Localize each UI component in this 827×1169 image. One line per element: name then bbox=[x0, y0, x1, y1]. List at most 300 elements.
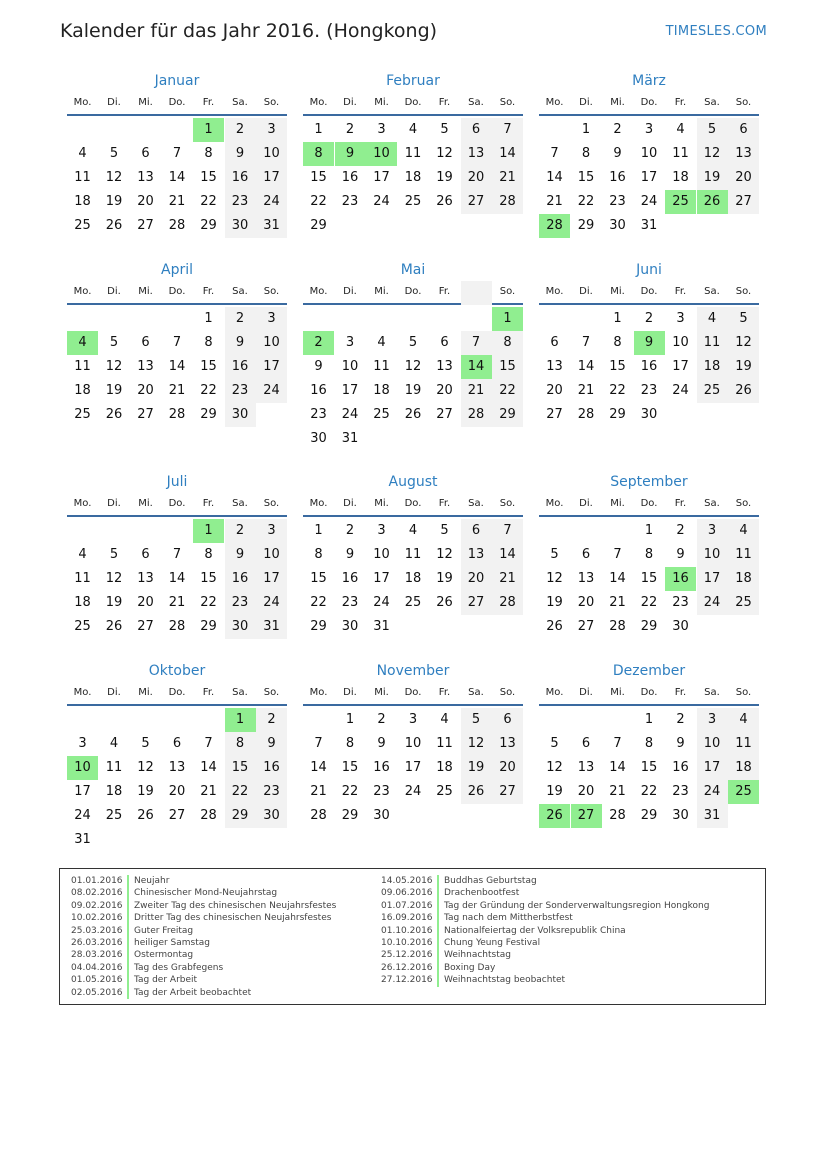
day-cell: 1 bbox=[314, 122, 323, 137]
day-cell: 22 bbox=[640, 784, 658, 799]
day-cell: 9 bbox=[377, 736, 386, 751]
weekend-day-cell: 31 bbox=[256, 214, 287, 238]
day-cell: 11 bbox=[404, 547, 422, 562]
weekday-label: Mi. bbox=[374, 97, 389, 108]
weekend-day-cell: 11 bbox=[728, 732, 759, 756]
day-cell: 20 bbox=[436, 383, 453, 398]
day-cell: 17 bbox=[74, 784, 91, 799]
holiday-name: Drachenbootfest bbox=[444, 888, 520, 899]
month-block bbox=[67, 261, 287, 451]
weekend-day-cell: 3 bbox=[697, 708, 728, 732]
day-cell: 19 bbox=[436, 170, 453, 185]
day-cell: 15 bbox=[200, 170, 217, 185]
holiday-day-cell: 27 bbox=[571, 804, 602, 828]
weekend-day-cell: 24 bbox=[256, 190, 287, 214]
day-cell: 26 bbox=[546, 619, 563, 634]
day-cell: 2 bbox=[377, 712, 386, 727]
weekday-label: Mo. bbox=[545, 286, 564, 297]
weekend-day-cell: 17 bbox=[256, 166, 287, 190]
month-block bbox=[303, 473, 523, 663]
day-cell: 11 bbox=[74, 170, 91, 185]
day-cell: 5 bbox=[440, 523, 449, 538]
day-cell: 18 bbox=[74, 194, 91, 209]
holiday-row bbox=[71, 900, 336, 912]
weekend-day-cell: 13 bbox=[492, 732, 523, 756]
day-cell: 23 bbox=[341, 595, 359, 610]
holiday-row bbox=[381, 949, 709, 961]
weekday-label: So. bbox=[263, 498, 280, 509]
day-cell: 4 bbox=[440, 712, 449, 727]
weekend-day-cell: 20 bbox=[492, 756, 523, 780]
day-cell: 31 bbox=[373, 619, 390, 634]
day-cell: 24 bbox=[640, 194, 658, 209]
day-cell: 10 bbox=[640, 146, 658, 161]
holiday-day-cell: 9 bbox=[634, 331, 665, 355]
weekend-day-cell: 12 bbox=[697, 142, 728, 166]
weekend-day-cell: 7 bbox=[492, 118, 523, 142]
day-cell: 25 bbox=[74, 619, 91, 634]
holiday-day-cell: 26 bbox=[697, 190, 728, 214]
weekday-label: Do. bbox=[640, 286, 658, 297]
day-cell: 17 bbox=[341, 383, 359, 398]
day-cell: 31 bbox=[341, 431, 359, 446]
holiday-row bbox=[381, 900, 709, 912]
weekend-day-cell: 7 bbox=[461, 331, 492, 355]
brand-link[interactable]: TIMESLES.COM bbox=[665, 24, 767, 39]
weekday-label: Sa. bbox=[232, 286, 248, 297]
day-cell: 12 bbox=[137, 760, 154, 775]
day-cell: 8 bbox=[204, 146, 213, 161]
day-cell: 23 bbox=[640, 383, 658, 398]
weekend-day-cell: 22 bbox=[492, 379, 523, 403]
header-rule bbox=[303, 515, 523, 517]
weekday-label: Mo. bbox=[545, 498, 564, 509]
holiday-name: Nationalfeiertag der Volksrepublik China bbox=[444, 925, 626, 936]
day-cell: 9 bbox=[676, 736, 685, 751]
weekday-label: Mi. bbox=[610, 498, 625, 509]
weekday-label: Di. bbox=[579, 286, 593, 297]
day-cell: 21 bbox=[577, 383, 595, 398]
weekend-day-cell: 14 bbox=[492, 543, 523, 567]
day-cell: 4 bbox=[408, 122, 418, 137]
weekend-day-cell: 19 bbox=[461, 756, 492, 780]
holiday-date: 02.05.2016 bbox=[71, 987, 129, 999]
weekday-label: Do. bbox=[640, 687, 658, 698]
weekday-label: Di. bbox=[107, 97, 121, 108]
day-cell: 16 bbox=[373, 760, 390, 775]
day-cell: 22 bbox=[310, 194, 327, 209]
day-cell: 19 bbox=[137, 784, 154, 799]
weekend-day-cell: 15 bbox=[492, 355, 523, 379]
weekend-day-cell: 11 bbox=[697, 331, 728, 355]
holiday-date: 27.12.2016 bbox=[381, 974, 439, 986]
day-cell: 2 bbox=[644, 311, 654, 326]
header-rule bbox=[539, 704, 759, 706]
day-cell: 22 bbox=[609, 383, 626, 398]
weekend-day-cell: 17 bbox=[256, 567, 287, 591]
weekend-day-cell: 20 bbox=[461, 166, 492, 190]
day-cell: 20 bbox=[137, 194, 154, 209]
day-cell: 8 bbox=[613, 335, 622, 350]
day-cell: 21 bbox=[168, 595, 186, 610]
day-cell: 26 bbox=[105, 218, 123, 233]
holiday-date: 25.03.2016 bbox=[71, 925, 129, 937]
holiday-day-cell: 1 bbox=[193, 519, 224, 543]
day-cell: 30 bbox=[672, 808, 689, 823]
weekend-day-cell: 31 bbox=[697, 804, 728, 828]
month-name: Mai bbox=[400, 262, 426, 278]
day-cell: 1 bbox=[613, 311, 622, 326]
weekend-day-cell: 24 bbox=[256, 591, 287, 615]
weekday-label: So. bbox=[499, 687, 516, 698]
holiday-day-cell: 4 bbox=[67, 331, 98, 355]
holiday-name: heiliger Samstag bbox=[134, 937, 210, 948]
weekend-day-cell: 6 bbox=[728, 118, 759, 142]
day-cell: 16 bbox=[310, 383, 327, 398]
day-cell: 18 bbox=[74, 595, 91, 610]
holiday-row bbox=[381, 887, 709, 899]
weekend-day-cell: 9 bbox=[225, 142, 256, 166]
holiday-row bbox=[71, 912, 336, 924]
holiday-date: 25.12.2016 bbox=[381, 949, 439, 961]
day-cell: 21 bbox=[609, 595, 626, 610]
day-cell: 29 bbox=[200, 407, 217, 422]
holiday-date: 26.03.2016 bbox=[71, 937, 129, 949]
day-cell: 28 bbox=[310, 808, 327, 823]
month-name: Juli bbox=[166, 474, 188, 490]
day-cell: 1 bbox=[581, 122, 591, 137]
holiday-row bbox=[71, 962, 336, 974]
day-cell: 20 bbox=[546, 383, 563, 398]
weekend-day-cell: 8 bbox=[225, 732, 256, 756]
weekend-day-cell: 9 bbox=[225, 543, 256, 567]
weekend-day-cell: 3 bbox=[697, 519, 728, 543]
weekday-label: Sa. bbox=[232, 498, 248, 509]
weekday-label: Fr. bbox=[202, 286, 215, 297]
weekday-label: Do. bbox=[404, 498, 422, 509]
day-cell: 31 bbox=[74, 832, 91, 847]
weekend-day-cell: 9 bbox=[225, 331, 256, 355]
weekday-label: Mi. bbox=[374, 286, 389, 297]
weekday-label: Fr. bbox=[674, 687, 687, 698]
day-cell: 12 bbox=[546, 571, 563, 586]
day-cell: 4 bbox=[676, 122, 685, 137]
weekday-label: So. bbox=[499, 498, 516, 509]
day-cell: 13 bbox=[168, 760, 186, 775]
day-cell: 22 bbox=[577, 194, 595, 209]
day-cell: 10 bbox=[341, 359, 359, 374]
holiday-name: Weihnachtstag beobachtet bbox=[444, 975, 566, 986]
day-cell: 24 bbox=[74, 808, 91, 823]
weekday-label: Di. bbox=[579, 97, 593, 108]
holiday-name: Ostermontag bbox=[134, 950, 194, 961]
day-cell: 15 bbox=[577, 170, 595, 185]
weekend-day-cell: 25 bbox=[728, 591, 759, 615]
holiday-name: Zweiter Tag des chinesischen Neujahrsfestes bbox=[134, 900, 337, 911]
day-cell: 13 bbox=[436, 359, 453, 374]
day-cell: 28 bbox=[168, 218, 186, 233]
day-cell: 28 bbox=[609, 808, 626, 823]
day-cell: 29 bbox=[609, 407, 626, 422]
day-cell: 23 bbox=[341, 194, 359, 209]
day-cell: 8 bbox=[314, 547, 323, 562]
weekend-day-cell: 21 bbox=[461, 379, 492, 403]
day-cell: 12 bbox=[404, 359, 422, 374]
holiday-row bbox=[71, 974, 336, 986]
day-cell: 27 bbox=[546, 407, 563, 422]
holiday-date: 01.10.2016 bbox=[381, 925, 439, 937]
holiday-date: 28.03.2016 bbox=[71, 949, 129, 961]
weekday-label: Mo. bbox=[309, 286, 328, 297]
holiday-day-cell: 2 bbox=[303, 331, 334, 355]
weekend-day-cell: 23 bbox=[256, 780, 287, 804]
holiday-legend bbox=[59, 868, 766, 1005]
day-cell: 11 bbox=[404, 146, 422, 161]
day-cell: 20 bbox=[577, 595, 595, 610]
day-cell: 21 bbox=[310, 784, 327, 799]
day-cell: 8 bbox=[644, 547, 654, 562]
day-cell: 2 bbox=[676, 712, 685, 727]
weekday-label: So. bbox=[735, 498, 752, 509]
day-cell: 29 bbox=[341, 808, 359, 823]
weekend-day-cell: 21 bbox=[492, 166, 523, 190]
weekend-day-cell: 17 bbox=[697, 567, 728, 591]
day-cell: 25 bbox=[105, 808, 123, 823]
holiday-day-cell: 8 bbox=[303, 142, 334, 166]
holiday-date: 09.02.2016 bbox=[71, 900, 129, 912]
holiday-row bbox=[381, 974, 709, 986]
header-rule bbox=[539, 303, 759, 305]
weekday-label: Mi. bbox=[374, 498, 389, 509]
day-cell: 27 bbox=[137, 407, 154, 422]
day-cell: 30 bbox=[640, 407, 658, 422]
holiday-name: Guter Freitag bbox=[134, 925, 194, 936]
day-cell: 16 bbox=[341, 170, 359, 185]
weekday-label: Do. bbox=[168, 498, 186, 509]
holiday-date: 04.04.2016 bbox=[71, 962, 129, 974]
weekday-label: Fr. bbox=[202, 687, 215, 698]
weekend-day-cell: 10 bbox=[697, 543, 728, 567]
weekend-day-cell: 12 bbox=[728, 331, 759, 355]
weekend-day-cell: 28 bbox=[492, 591, 523, 615]
weekend-day-cell: 3 bbox=[256, 307, 287, 331]
day-cell: 1 bbox=[314, 523, 323, 538]
day-cell: 12 bbox=[436, 146, 453, 161]
holiday-row bbox=[71, 875, 336, 887]
weekend-day-cell: 2 bbox=[225, 307, 256, 331]
weekday-label: Do. bbox=[404, 97, 422, 108]
weekend-day-cell: 5 bbox=[461, 708, 492, 732]
weekend-day-cell: 16 bbox=[256, 756, 287, 780]
day-cell: 5 bbox=[440, 122, 449, 137]
month-name: April bbox=[161, 262, 193, 278]
day-cell: 27 bbox=[436, 407, 453, 422]
holiday-list-right bbox=[381, 875, 709, 987]
day-cell: 7 bbox=[613, 547, 622, 562]
day-cell: 18 bbox=[436, 760, 453, 775]
day-cell: 13 bbox=[137, 170, 154, 185]
day-cell: 12 bbox=[105, 359, 123, 374]
weekday-label: Mi. bbox=[374, 687, 389, 698]
month-name: September bbox=[610, 474, 688, 490]
day-cell: 6 bbox=[141, 547, 150, 562]
day-cell: 24 bbox=[373, 595, 390, 610]
day-cell: 14 bbox=[200, 760, 217, 775]
header-rule bbox=[67, 704, 287, 706]
weekday-label: Mo. bbox=[545, 97, 564, 108]
day-cell: 9 bbox=[676, 547, 685, 562]
weekend-day-cell: 16 bbox=[225, 567, 256, 591]
weekday-label: Mi. bbox=[610, 97, 625, 108]
weekend-day-cell: 5 bbox=[728, 307, 759, 331]
weekend-day-cell: 10 bbox=[697, 732, 728, 756]
weekend-day-cell: 27 bbox=[492, 780, 523, 804]
day-cell: 26 bbox=[436, 595, 453, 610]
day-cell: 28 bbox=[577, 407, 595, 422]
holiday-date: 01.05.2016 bbox=[71, 974, 129, 986]
weekend-day-cell: 13 bbox=[728, 142, 759, 166]
weekend-day-cell: 8 bbox=[492, 331, 523, 355]
weekend-blank bbox=[461, 281, 492, 305]
weekday-label: So. bbox=[263, 687, 280, 698]
weekday-label: Sa. bbox=[468, 97, 484, 108]
day-cell: 4 bbox=[78, 547, 87, 562]
weekend-day-cell: 31 bbox=[256, 615, 287, 639]
day-cell: 14 bbox=[168, 170, 186, 185]
weekday-label: So. bbox=[735, 286, 752, 297]
weekend-day-cell: 20 bbox=[461, 567, 492, 591]
day-cell: 15 bbox=[310, 571, 327, 586]
holiday-day-cell: 16 bbox=[665, 567, 696, 591]
weekend-day-cell: 9 bbox=[256, 732, 287, 756]
day-cell: 29 bbox=[577, 218, 595, 233]
day-cell: 18 bbox=[373, 383, 390, 398]
weekend-day-cell: 27 bbox=[461, 190, 492, 214]
day-cell: 6 bbox=[550, 335, 559, 350]
weekend-day-cell: 23 bbox=[225, 379, 256, 403]
day-cell: 6 bbox=[172, 736, 182, 751]
holiday-name: Chung Yeung Festival bbox=[444, 937, 541, 948]
weekend-day-cell: 19 bbox=[728, 355, 759, 379]
holiday-name: Dritter Tag des chinesischen Neujahrsfestes bbox=[134, 913, 332, 924]
weekend-day-cell: 30 bbox=[225, 615, 256, 639]
weekend-day-cell: 15 bbox=[225, 756, 256, 780]
weekday-label: Mo. bbox=[309, 97, 328, 108]
holiday-day-cell: 26 bbox=[539, 804, 570, 828]
holiday-name: Buddhas Geburtstag bbox=[444, 876, 537, 886]
weekday-label: Mi. bbox=[138, 498, 153, 509]
weekend-day-cell: 29 bbox=[492, 403, 523, 427]
day-cell: 10 bbox=[672, 335, 689, 350]
weekend-day-cell: 24 bbox=[256, 379, 287, 403]
day-cell: 3 bbox=[377, 523, 386, 538]
header-rule bbox=[67, 114, 287, 116]
day-cell: 24 bbox=[341, 407, 359, 422]
weekend-day-cell: 4 bbox=[728, 708, 759, 732]
day-cell: 14 bbox=[577, 359, 595, 374]
day-cell: 8 bbox=[204, 547, 213, 562]
day-cell: 20 bbox=[137, 595, 154, 610]
weekday-label: Fr. bbox=[202, 97, 215, 108]
month-name: November bbox=[376, 663, 450, 679]
day-cell: 26 bbox=[436, 194, 453, 209]
weekday-label: So. bbox=[263, 97, 280, 108]
day-cell: 14 bbox=[609, 760, 626, 775]
holiday-day-cell: 1 bbox=[193, 118, 224, 142]
day-cell: 7 bbox=[204, 736, 213, 751]
holiday-list-left bbox=[71, 875, 336, 999]
day-cell: 21 bbox=[168, 383, 186, 398]
day-cell: 9 bbox=[613, 146, 622, 161]
day-cell: 8 bbox=[644, 736, 654, 751]
holiday-name: Chinesischer Mond-Neujahrstag bbox=[134, 888, 278, 899]
day-cell: 8 bbox=[581, 146, 591, 161]
day-cell: 3 bbox=[676, 311, 685, 326]
weekday-label: Mo. bbox=[73, 498, 92, 509]
holiday-name: Tag des Grabfegens bbox=[134, 962, 224, 973]
weekday-label: Do. bbox=[168, 97, 186, 108]
weekday-label: Sa. bbox=[704, 498, 720, 509]
day-cell: 15 bbox=[609, 359, 626, 374]
weekend-day-cell: 5 bbox=[697, 118, 728, 142]
day-cell: 21 bbox=[200, 784, 217, 799]
day-cell: 6 bbox=[440, 335, 449, 350]
holiday-row bbox=[381, 962, 709, 974]
day-cell: 10 bbox=[373, 547, 390, 562]
day-cell: 7 bbox=[172, 146, 182, 161]
day-cell: 27 bbox=[137, 619, 154, 634]
day-cell: 11 bbox=[74, 359, 91, 374]
weekday-label: Do. bbox=[640, 97, 658, 108]
day-cell: 3 bbox=[377, 122, 386, 137]
month-block bbox=[539, 261, 759, 451]
month-block bbox=[67, 72, 287, 262]
day-cell: 25 bbox=[373, 407, 390, 422]
day-cell: 14 bbox=[310, 760, 327, 775]
day-cell: 14 bbox=[168, 359, 186, 374]
day-cell: 18 bbox=[672, 170, 689, 185]
day-cell: 19 bbox=[105, 383, 123, 398]
weekday-label: Di. bbox=[579, 687, 593, 698]
day-cell: 5 bbox=[141, 736, 150, 751]
weekday-label: So. bbox=[499, 97, 516, 108]
day-cell: 25 bbox=[404, 194, 422, 209]
day-cell: 26 bbox=[404, 407, 422, 422]
holiday-row bbox=[381, 912, 709, 924]
weekend-day-cell: 10 bbox=[256, 543, 287, 567]
day-cell: 7 bbox=[314, 736, 323, 751]
weekday-label: So. bbox=[263, 286, 280, 297]
day-cell: 1 bbox=[204, 311, 213, 326]
weekday-label: Sa. bbox=[704, 687, 720, 698]
weekday-label: Fr. bbox=[438, 498, 451, 509]
holiday-day-cell: 9 bbox=[335, 142, 366, 166]
day-cell: 2 bbox=[345, 523, 355, 538]
day-cell: 19 bbox=[436, 571, 453, 586]
weekday-label: Di. bbox=[343, 286, 357, 297]
day-cell: 24 bbox=[404, 784, 422, 799]
weekend-day-cell: 19 bbox=[697, 166, 728, 190]
day-cell: 30 bbox=[672, 619, 689, 634]
day-cell: 13 bbox=[577, 760, 595, 775]
month-name: August bbox=[388, 474, 438, 490]
weekday-label: Mo. bbox=[309, 687, 328, 698]
weekday-label: Mi. bbox=[610, 687, 625, 698]
day-cell: 23 bbox=[310, 407, 327, 422]
day-cell: 11 bbox=[373, 359, 390, 374]
day-cell: 19 bbox=[546, 784, 563, 799]
weekday-label: Mi. bbox=[610, 286, 625, 297]
